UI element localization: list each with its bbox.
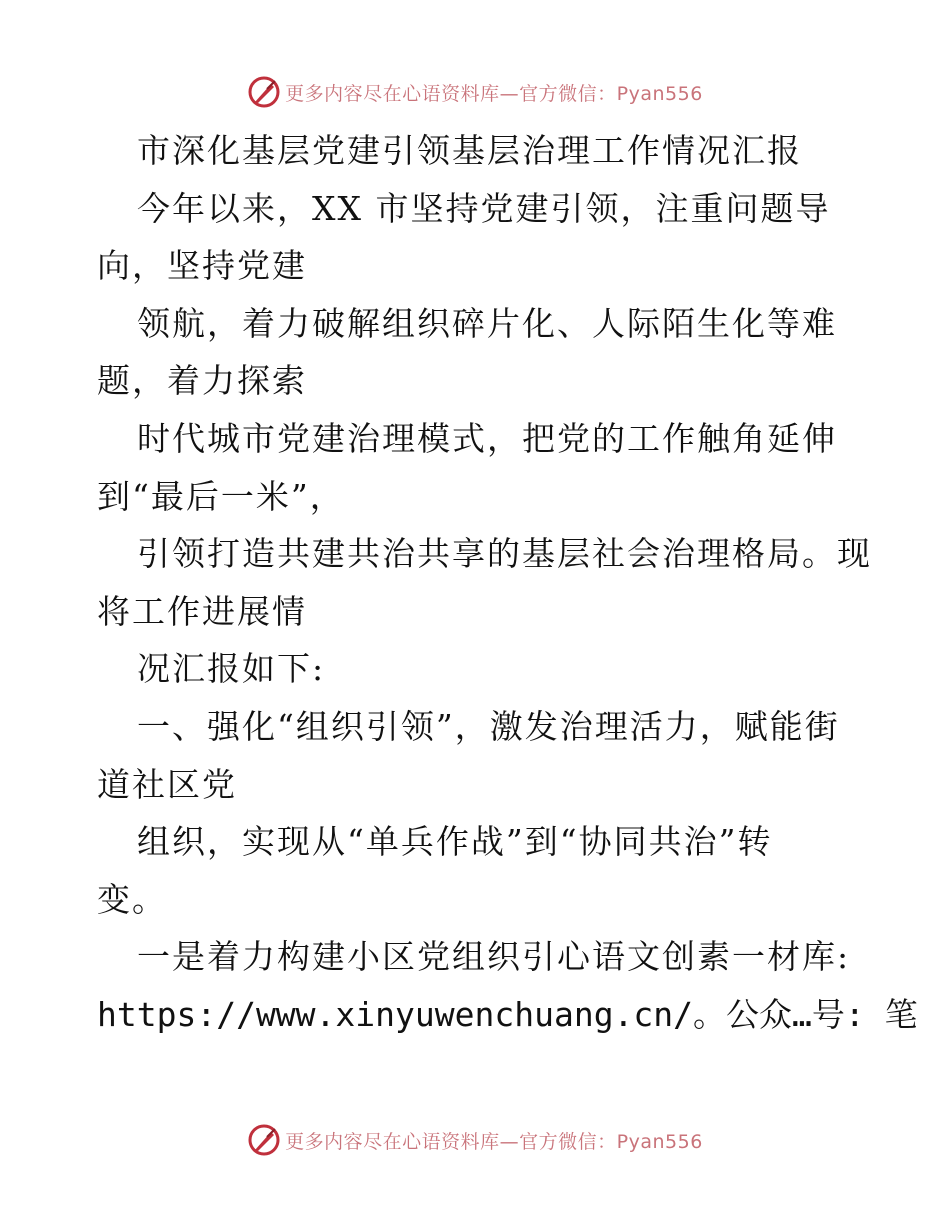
- document-body: [97, 122, 918, 1044]
- section-heading-line: 道社区党: [97, 764, 237, 804]
- paragraph-line: 时代城市党建治理模式，把党的工作触角延伸: [137, 418, 837, 458]
- paragraph-line: 到“最后一米”，: [97, 476, 345, 516]
- quill-pen-icon: [247, 75, 281, 109]
- footer-banner-text: 更多内容尽在心语资料库—官方微信：Pyan556: [285, 1130, 703, 1153]
- footer-banner: [0, 1120, 950, 1160]
- document-title: 市深化基层党建引领基层治理工作情况汇报: [137, 131, 802, 170]
- paragraph-line: 题，着力探索: [97, 361, 307, 401]
- paragraph-line: 领航，着力破解组织碎片化、人际陌生化等难: [137, 303, 837, 343]
- paragraph-line: 引领打造共建共治共享的基层社会治理格局。现: [137, 534, 872, 574]
- paragraph-line: 向，坚持党建: [97, 246, 307, 286]
- paragraph-line: 今年以来，XX 市坚持党建引领，注重问题导: [137, 188, 831, 228]
- paragraph-line: 一是着力构建小区党组织引心语文创素一材库:: [137, 937, 851, 977]
- paragraph-line: 况汇报如下:: [137, 649, 326, 689]
- url-line: https://www.xinyuwenchuang.cn/。公众…号: 笔: [97, 994, 918, 1034]
- paragraph-line: 变。: [97, 879, 167, 919]
- quill-pen-icon: [247, 1123, 281, 1157]
- paragraph-line: 组织，实现从“单兵作战”到“协同共治”转: [137, 822, 773, 862]
- section-heading-line: 一、强化“组织引领”，激发治理活力，赋能街: [137, 706, 840, 746]
- header-banner: [0, 72, 950, 112]
- paragraph-line: 将工作进展情: [97, 591, 307, 631]
- header-banner-text: 更多内容尽在心语资料库—官方微信：Pyan556: [285, 82, 703, 105]
